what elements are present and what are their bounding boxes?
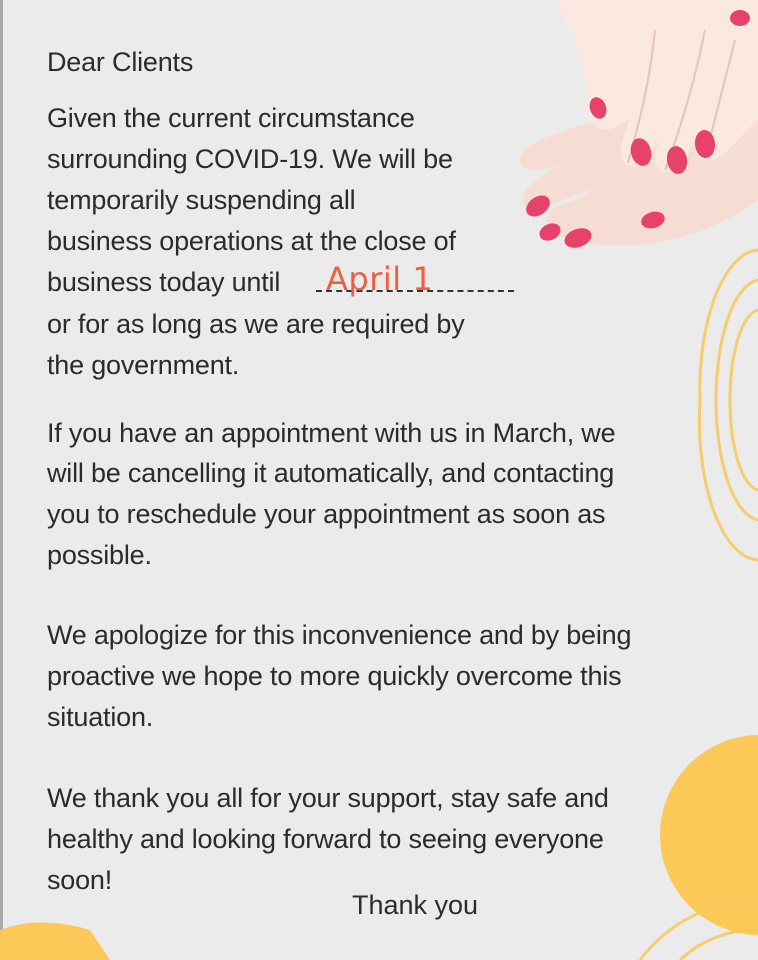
handwritten-date: April 1 — [326, 260, 434, 298]
paragraph-1-line: surrounding COVID-19. We will be — [47, 144, 453, 174]
paragraph-4-line: soon! — [47, 865, 113, 895]
paragraph-1-line: business today until — [47, 267, 281, 297]
paragraph-1-line: business operations at the close of — [47, 226, 456, 256]
paragraph-4-line: We thank you all for your support, stay safe and — [47, 783, 609, 813]
paragraph-3-line: proactive we hope to more quickly overcome this — [47, 661, 622, 691]
paragraph-2-line: will be cancelling it automatically, and contacting — [47, 458, 615, 488]
paragraph-1-line: temporarily suspending all — [47, 185, 356, 215]
signoff: Thank you — [352, 890, 479, 920]
paragraph-3-line: We apologize for this inconvenience and by being — [47, 620, 632, 650]
paragraph-1-line: or for as long as we are required by — [47, 309, 465, 339]
paragraph-1-line: Given the current circumstance — [47, 103, 415, 133]
yellow-corner-decoration — [0, 923, 110, 960]
paragraph-2-line: If you have an appointment with us in March, we — [47, 418, 616, 448]
paragraph-2-line: possible. — [47, 540, 152, 570]
hands-illustration — [520, 0, 758, 251]
yellow-circle-decoration — [660, 735, 758, 935]
paragraph-3-line: situation. — [47, 702, 154, 732]
date-blank — [316, 260, 516, 304]
yellow-arcs-decoration — [699, 250, 758, 560]
salutation: Dear Clients — [47, 47, 194, 77]
paragraph-2-line: you to reschedule your appointment as soon as — [47, 499, 606, 529]
paragraph-4-line: healthy and looking forward to seeing everyone — [47, 824, 604, 854]
paragraph-1-line: the government. — [47, 350, 240, 380]
